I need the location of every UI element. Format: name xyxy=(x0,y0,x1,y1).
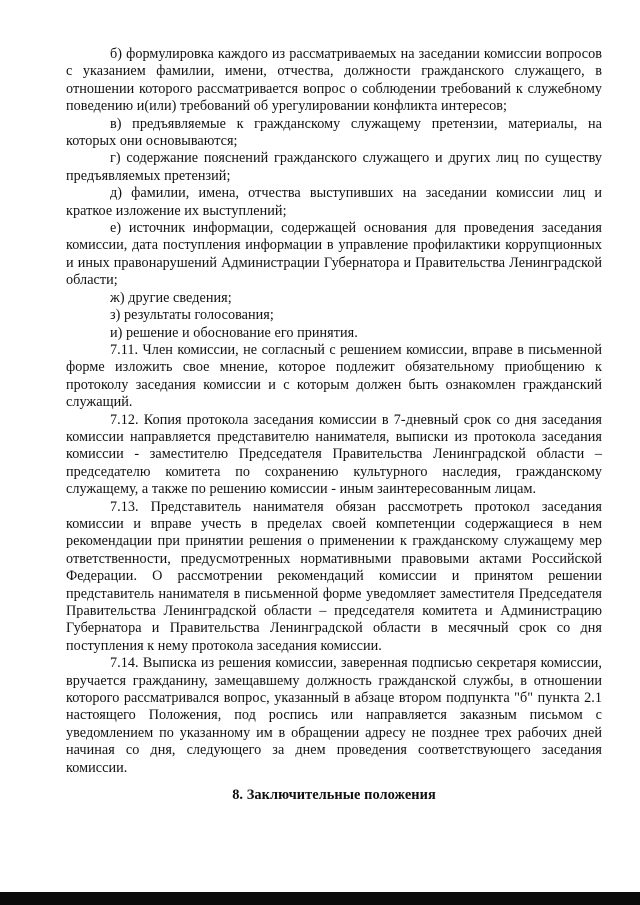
paragraph-item-i: и) решение и обоснование его принятия. xyxy=(110,324,358,341)
paragraph-item-d: д) фамилии, имена, отчества выступивших на заседании комиссии лиц и краткое изложение их выступлений; xyxy=(66,185,602,219)
paragraph-item-e: е) источник информации, содержащей основания для проведения заседания комиссии, дата поступления информации в управление профилактики коррупционных и иных правонарушений Администрации Губернатора и Правительства Ленинградской области; xyxy=(66,220,602,289)
paragraph-item-v: в) предъявляемые к гражданскому служащему претензии, материалы, на которых они основываются; xyxy=(66,115,602,150)
paragraph-7-14: 7.14. Выписка из решения комиссии, заверенная подписью секретаря комиссии, вручается гражданину, замещавшему должность гражданской службы, в отношении которого рассматривался вопрос, указанный в абзаце втором подпункта "б" пункта 2.1 настоящего Положения, под роспись или направляется заказным письмом с уведомлением по указанному им в обращении адресу не позднее трех рабочих дней начиная со дня, следующего за днем проведения соответствующего заседания комиссии. xyxy=(66,655,602,776)
paragraph-item-z: з) результаты голосования; xyxy=(110,307,274,324)
section-heading: 8. Заключительные положения xyxy=(232,787,436,804)
paragraph-7-13: 7.13. Представитель нанимателя обязан рассмотреть протокол заседания комиссии и вправе учесть в пределах своей компетенции содержащиеся в нем рекомендации при принятии решения о применении к гражданскому служащему мер ответственности, предусмотренных нормативными правовыми актами Российской Федерации. О рассмотрении рекомендаций комиссии и принятом решении представитель нанимателя в письменной форме уведомляет заместителя Председателя Правительства Ленинградской области – председателя комитета и Администрацию Губернатора и Правительства Ленинградской области в месячный срок со дня поступления к нему протокола заседания комиссии. xyxy=(66,498,602,654)
paragraph-7-11: 7.11. Член комиссии, не согласный с решением комиссии, вправе в письменной форме изложить свое мнение, которое подлежит обязательному приобщению к протоколу заседания комиссии и с которым должен быть ознакомлен гражданский служащий. xyxy=(66,341,602,411)
paragraph-item-zh: ж) другие сведения; xyxy=(110,289,232,306)
paragraph-7-12: 7.12. Копия протокола заседания комиссии в 7-дневный срок со дня заседания комиссии направляется представителю нанимателя, выписки из протокола заседания комиссии - заместителю Председателя Правительства Ленинградской области – председателю комитета по сохранению культурного наследия, гражданскому служащему, а также по решению комиссии - иным заинтересованным лицам. xyxy=(66,411,602,498)
paragraph-item-g: г) содержание пояснений гражданского служащего и других лиц по существу предъявляемых претензий; xyxy=(66,150,602,184)
document-page xyxy=(66,46,602,804)
paragraph-item-b: б) формулировка каждого из рассматриваемых на заседании комиссии вопросов с указанием фамилии, имени, отчества, должности гражданского служащего, в отношении которого рассматривается вопрос о соблюдении требований к служебному поведению и(или) требований об урегулировании конфликта интересов; xyxy=(66,46,602,115)
scan-bottom-border xyxy=(0,892,640,905)
